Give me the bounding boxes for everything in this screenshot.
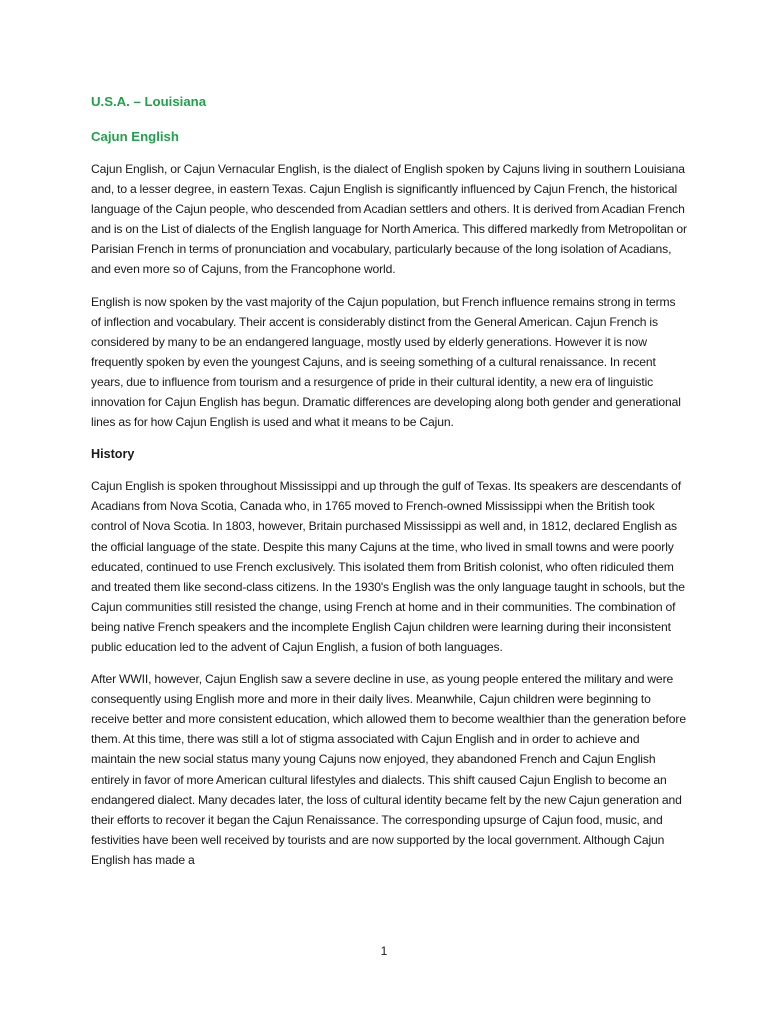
topic-heading: Cajun English bbox=[91, 129, 179, 144]
history-paragraph: After WWII, however, Cajun English saw a severe decline in use, as young people entered the military and were consequently using English more and more in their daily lives. Meanwhile, Cajun children were beginning to receive better and more consistent education, which allowed them to become wealthier than the generation before them. At this time, there was still a lot of stigma associated with Cajun English and in order to achieve and maintain the new social status many young Cajuns now enjoyed, they abandoned French and Cajun English entirely in favor of more American cultural lifestyles and dialects. This shift caused Cajun English to become an endangered dialect. Many decades later, the loss of cultural identity became felt by the new Cajun generation and their efforts to recover it began the Cajun Renaissance. The corresponding upsurge of Cajun food, music, and festivities have been well received by tourists and are now supported by the local government. Although Cajun English has made a bbox=[91, 672, 686, 867]
region-heading: U.S.A. – Louisiana bbox=[91, 94, 207, 109]
history-heading: History bbox=[91, 447, 135, 462]
intro-paragraph: English is now spoken by the vast majority of the Cajun population, but French influence remains strong in terms of inflection and vocabulary. Their accent is considerably distinct from the General American. Cajun French is considered by many to be an endangered language, mostly used by elderly generations. However it is now frequently spoken by even the youngest Cajuns, and is seeing something of a cultural renaissance. In recent years, due to influence from tourism and a resurgence of pride in their cultural identity, a new era of linguistic innovation for Cajun English has begun. Dramatic differences are developing along both gender and generational lines as for how Cajun English is used and what it means to be Cajun. bbox=[91, 294, 681, 430]
history-paragraph: Cajun English is spoken throughout Mississippi and up through the gulf of Texas. Its speakers are descendants of Acadians from Nova Scotia, Canada who, in 1765 moved to French-owned Mississippi when the British took control of Nova Scotia. In 1803, however, Britain purchased Mississippi as well and, in 1812, declared English as the official language of the state. Despite this many Cajuns at the time, who lived in small towns and were poorly educated, continued to use French exclusively. This isolated them from British colonist, who often ridiculed them and treated them like second-class citizens. In the 1930's English was the only language taught in schools, but the Cajun communities still resisted the change, using French at home and in their communities. The combination of being native French speakers and the incomplete English Cajun children were learning during their inconsistent public education led to the advent of Cajun English, a fusion of both languages. bbox=[91, 479, 685, 654]
intro-paragraph: Cajun English, or Cajun Vernacular English, is the dialect of English spoken by Cajuns living in southern Louisiana and, to a lesser degree, in eastern Texas. Cajun English is significantly influenced by Cajun French, the historical language of the Cajun people, who descended from Acadian settlers and others. It is derived from Acadian French and is on the List of dialects of the English language for North America. This differed markedly from Metropolitan or Parisian French in terms of pronunciation and vocabulary, particularly because of the long isolation of Acadians, and even more so of Cajuns, from the Francophone world. bbox=[91, 162, 687, 277]
page-number: 1 bbox=[380, 944, 388, 958]
page-content bbox=[91, 92, 687, 882]
